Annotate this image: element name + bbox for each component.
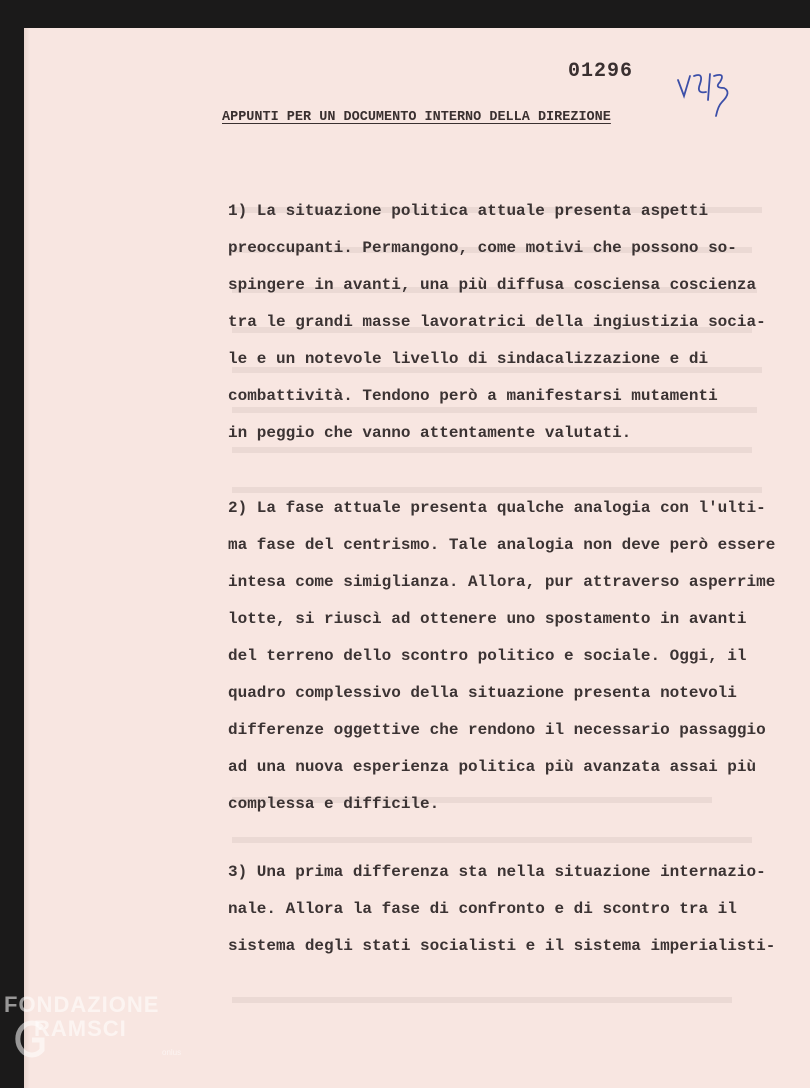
document-number: 01296 xyxy=(568,60,634,83)
watermark-line-1: FONDAZIONE xyxy=(4,992,160,1017)
text-line: combattività. Tendono però a manifestarsi mutamenti xyxy=(228,387,718,405)
text-line: sistema degli stati socialisti e il sistema imperialisti- xyxy=(228,937,776,955)
text-line: in peggio che vanno attentamente valutati. xyxy=(228,424,632,442)
text-line: quadro complessivo della situazione presenta notevoli xyxy=(228,684,737,702)
text-line: le e un notevole livello di sindacalizzazione e di xyxy=(228,350,709,368)
paragraph-2 xyxy=(228,490,775,823)
watermark-line-3: onlus xyxy=(162,1048,182,1057)
handwritten-annotation xyxy=(674,66,764,122)
text-line: complessa e difficile. xyxy=(228,795,440,813)
text-line: preoccupanti. Permangono, come motivi che possono so- xyxy=(228,239,737,257)
text-line: ad una nuova esperienza politica più avanzata assai più xyxy=(228,758,757,776)
watermark-line-2: RAMSCI xyxy=(34,1016,127,1041)
text-line: tra le grandi masse lavoratrici della ingiustizia socia- xyxy=(228,313,766,331)
text-line: 3) Una prima differenza sta nella situazione internazio- xyxy=(228,863,766,881)
text-line: lotte, si riuscì ad ottenere uno spostamento in avanti xyxy=(228,610,747,628)
text-line: 2) La fase attuale presenta qualche analogia con l'ulti- xyxy=(228,499,766,517)
paragraph-1 xyxy=(228,193,766,452)
text-line: 1) La situazione politica attuale presenta aspetti xyxy=(228,202,709,220)
fondazione-gramsci-watermark xyxy=(4,992,204,1076)
text-line: intesa come simiglianza. Allora, pur attraverso asperrime xyxy=(228,573,776,591)
paragraph-3 xyxy=(228,854,775,965)
text-line: ma fase del centrismo. Tale analogia non deve però essere xyxy=(228,536,776,554)
document-title: APPUNTI PER UN DOCUMENTO INTERNO DELLA DIREZIONE xyxy=(222,110,611,125)
text-line: differenze oggettive che rendono il necessario passaggio xyxy=(228,721,766,739)
text-line: nale. Allora la fase di confronto e di scontro tra il xyxy=(228,900,737,918)
page-left-edge xyxy=(24,28,30,1088)
text-line: del terreno dello scontro politico e sociale. Oggi, il xyxy=(228,647,747,665)
text-line: spingere in avanti, una più diffusa cosciensa coscienza xyxy=(228,276,757,294)
